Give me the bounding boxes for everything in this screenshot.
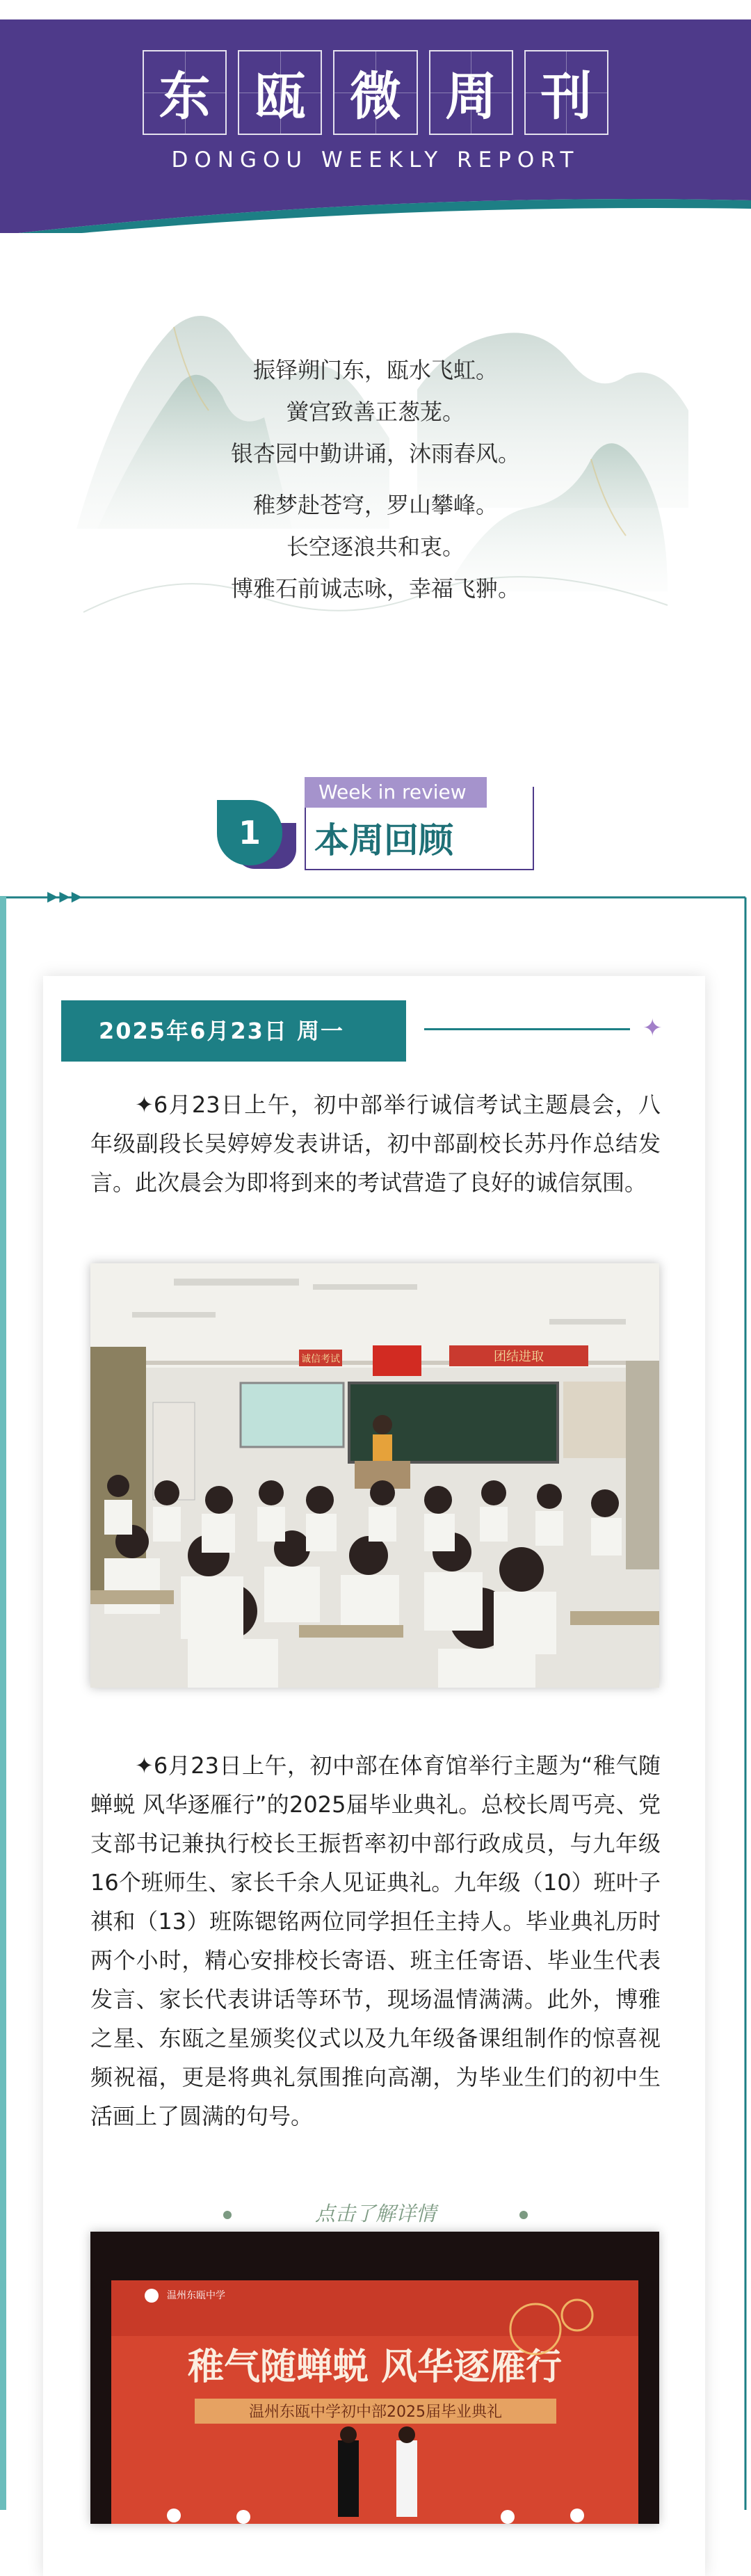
section-tag: Week in review [305,777,487,808]
date-label: 2025年6月23日 周一 [61,1000,406,1062]
school-logo-text: 温州东瓯中学 [167,2290,225,2301]
poem-line: 稚梦赴苍穹，罗山攀峰。 [252,492,498,518]
ceremony-event-title: 温州东瓯中学初中部2025届毕业典礼 [249,2403,502,2421]
dot-icon [519,2211,528,2219]
more-details-link[interactable]: 点击了解详情 [314,2202,436,2225]
poem-stanza [0,349,751,474]
title-char: 微 [333,50,417,135]
header-banner [0,0,751,233]
more-details-link-row[interactable] [0,2198,751,2227]
poem-line: 黉宫致善正葱茏。 [286,399,465,425]
banner-left-text: 诚信考试 [301,1354,340,1365]
poem-stanza [0,484,751,609]
title-char: 东 [143,50,227,135]
poem-section [0,299,751,689]
poem-line: 长空逐浪共和衷。 [286,534,465,560]
graduation-ceremony-photo[interactable] [90,2232,659,2524]
poem-text [0,349,751,609]
section-title: 本周回顾 [314,820,453,861]
title-char: 刊 [524,50,608,135]
arrow-decoration-icon: ▶▶▶ [47,888,84,904]
date-divider [424,1028,630,1030]
classroom-photo[interactable] [90,1263,659,1688]
ceremony-slogan: 稚气随蝉蜕 风华逐雁行 [187,2346,563,2388]
title-char: 瓯 [238,50,322,135]
section-number-badge: 1 [217,800,282,865]
sparkle-icon: ✦ [643,1014,663,1042]
news-paragraph-text: ✦6月23日上午，初中部举行诚信考试主题晨会，八年级副段长吴婷婷发表讲话，初中部副校长苏丹作总结发言。此次晨会为即将到来的考试营造了良好的诚信氛围。 [90,1091,661,1196]
masthead-title [143,50,608,136]
poem-line: 博雅石前诚志咏，幸福飞翀。 [230,575,520,602]
masthead-subtitle: DONGOU WEEKLY REPORT [171,147,580,173]
title-char: 周 [429,50,513,135]
poem-line: 银杏园中勤讲诵，沐雨春风。 [230,440,520,467]
poem-line: 振铎朔门东，瓯水飞虹。 [252,357,498,383]
news-paragraph [90,1085,661,1202]
banner-right-text: 团结进取 [494,1350,544,1364]
news-paragraph-text: ✦6月23日上午，初中部在体育馆举行主题为“稚气随蝉蜕 风华逐雁行”的2025届毕业典礼。总校长周丐亮、党支部书记兼执行校长王振哲率初中部行政成员，与九年级16个班师生、家长千余人见证典礼。九年级（10）班叶子祺和（13）班陈锶铭两位同学担任主持人。毕业典礼历时两个小时，精心安排校长寄语、班主任寄语、毕业生代表发言、家长代表讲话等环节，现场温情满满。此外，博雅之星、东瓯之星颁奖仪式以及九年级备课组制作的惊喜视频祝福，更是将典礼氛围推向高潮，为毕业生们的初中生活画上了圆满的句号。 [90,1752,661,2129]
dot-icon [223,2211,232,2219]
news-paragraph [90,1746,661,2136]
